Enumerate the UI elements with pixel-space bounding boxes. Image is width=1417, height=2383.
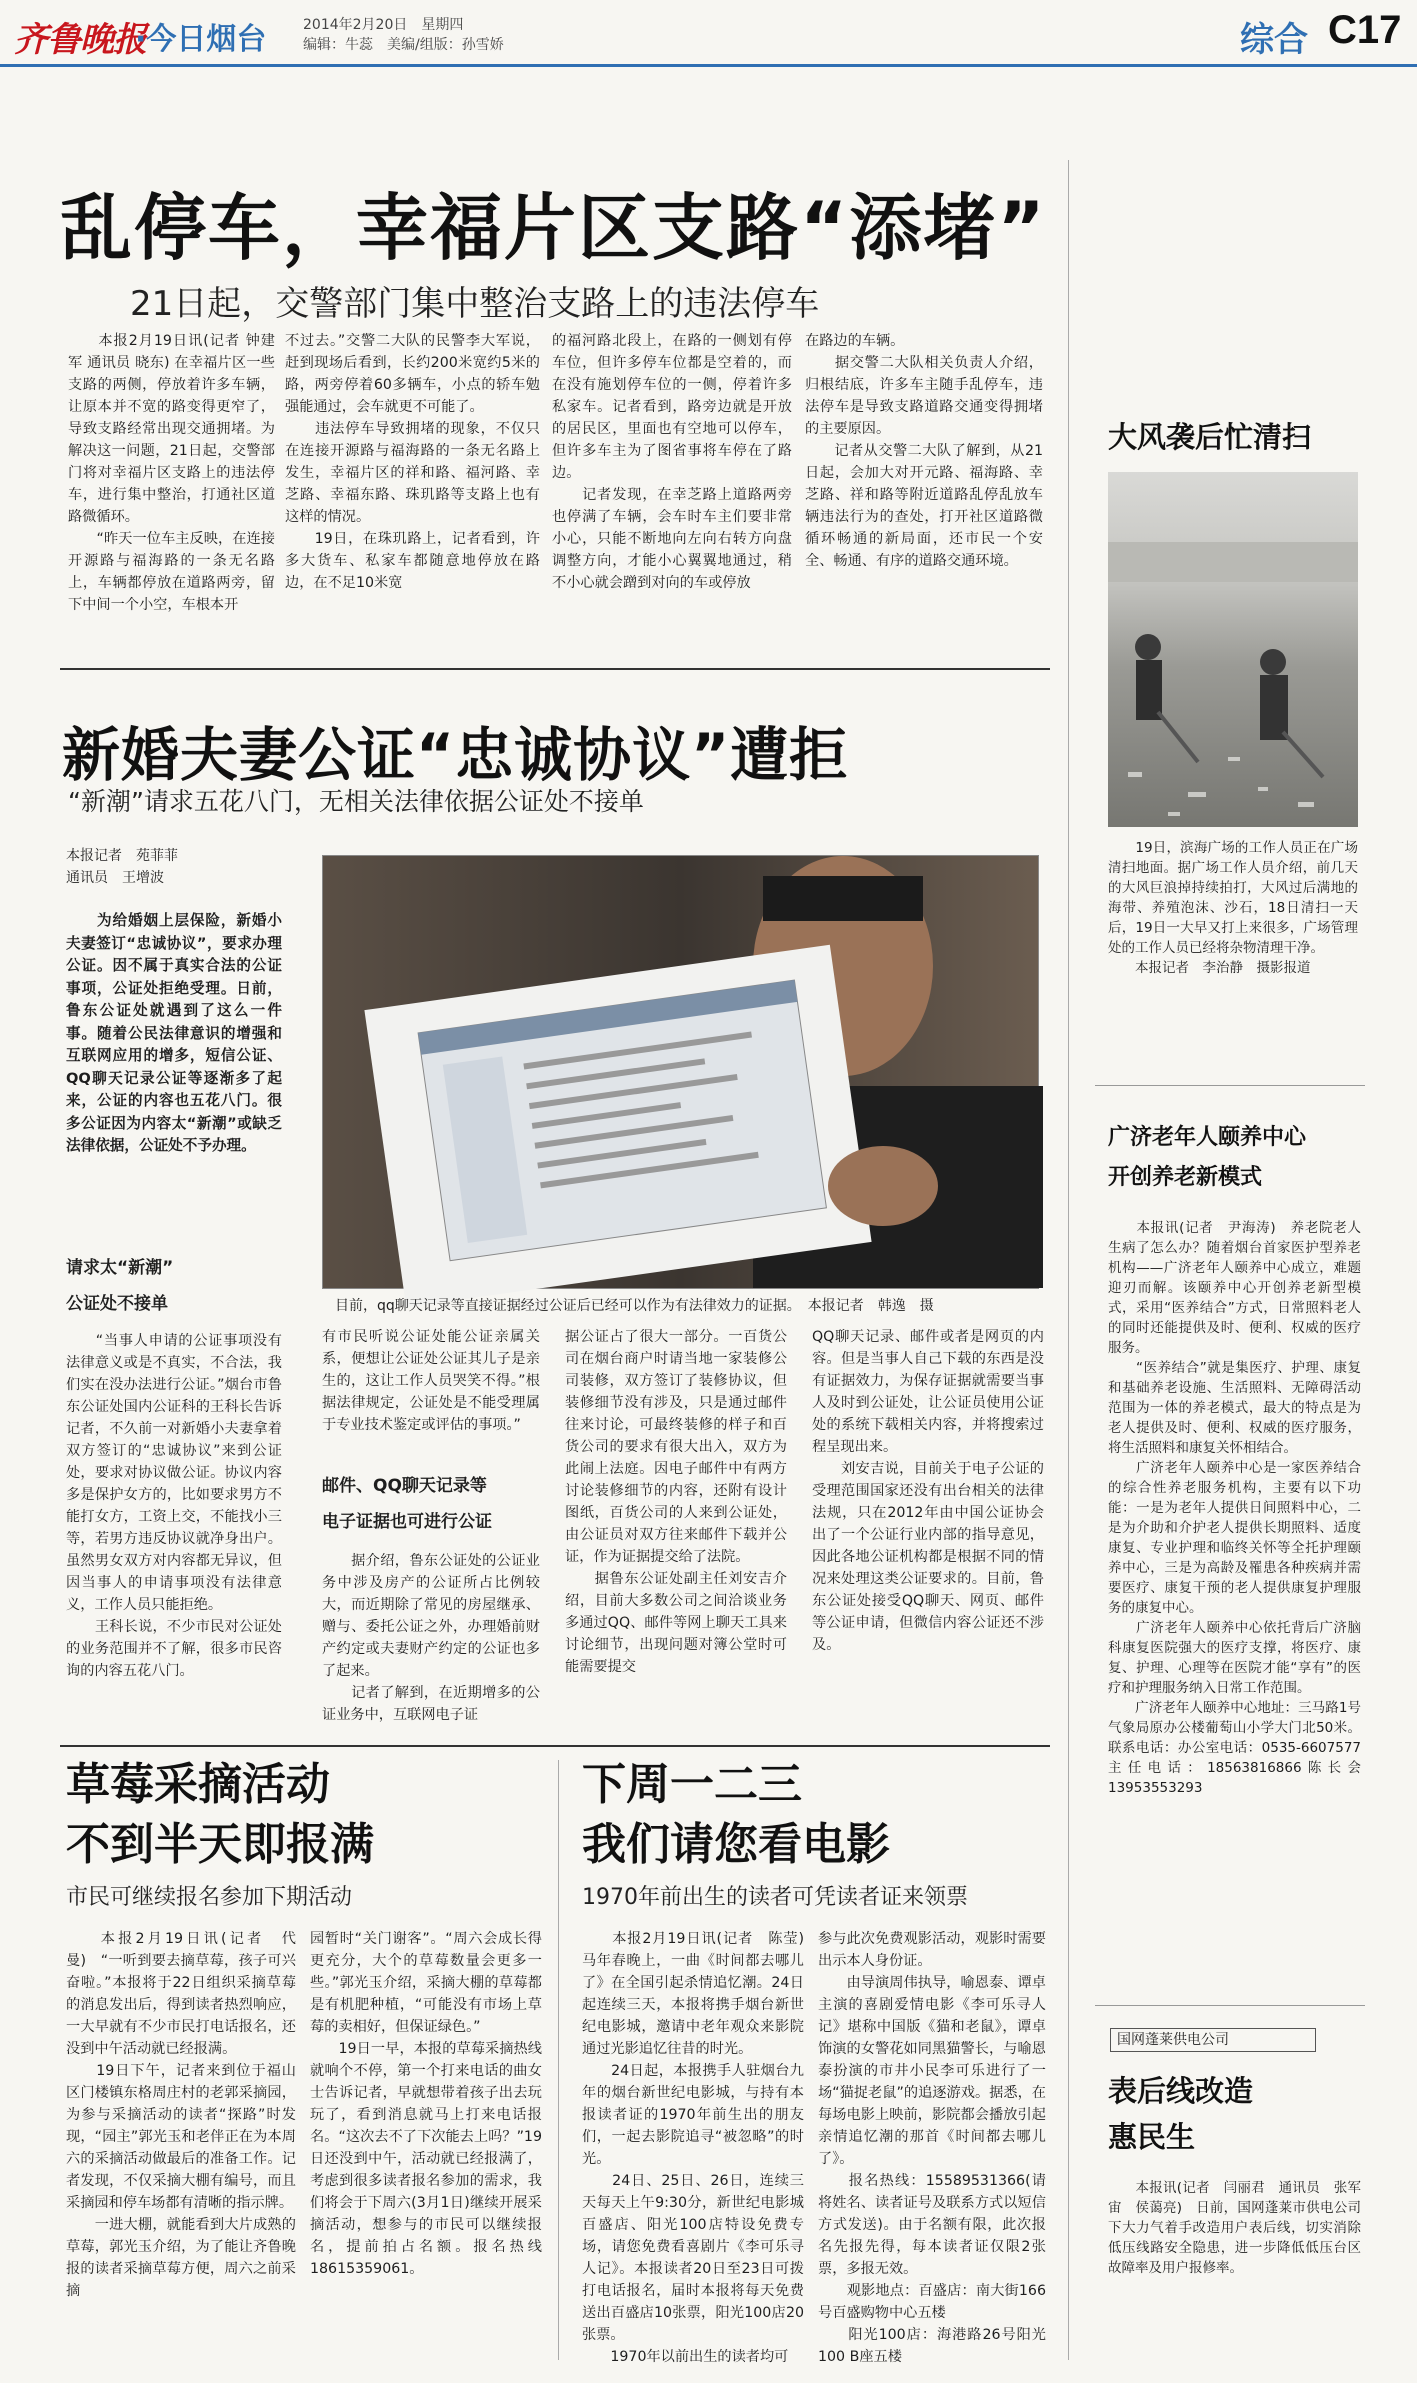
article4-subhead: 市民可继续报名参加下期活动 — [66, 1885, 353, 1910]
beach-cleaning-photo — [1108, 472, 1358, 827]
article1-col1: 本报2月19日讯(记者 钟建军 通讯员 晓东) 在幸福片区一些支路的两侧，停放着许多车辆，让原本并不宽的路变得更窄了，导致支路经常出现交通拥堵。为解决这一问题，21日起，交警部门将对幸福片区支路上的违法停车，进行集中整治，打通社区道路微循环。 “昨天一位车主反映，在连接开源路与福海路的一条无名路上，车辆都停放在道路两旁，留下中间一个小空，车根本开 — [68, 333, 275, 613]
article2-col2-top: 有市民听说公证处能公证亲属关系，便想让公证处公证其儿子是亲生的，这让工作人员哭笑不得。”根据法律规定，公证处是不能受理属于专业技术鉴定或评估的事项。” — [322, 1329, 540, 1433]
article2-col4: QQ聊天记录、邮件或者是网页的内容。但是当事人自己下载的东西是没有证据效力，为保存证据就需要当事人及时到公证处，让公证员使用公证处的系统下载相关内容，并将搜索过程呈现出来。 刘安吉说，目前关于电子公证的受理范围国家还没有出台相关的法律法规，只在2012年由中国公证协会出了一个公证行业内部的指导意见，因此各地公证机构都是根据不同的情况来处理这类公证要求的。目前，鲁东公证处接受QQ聊天、网页、邮件等公证申请，但微信内容公证还不涉及。 — [812, 1329, 1044, 1653]
article6-headline: 表后线改造 惠民生 — [1108, 2074, 1254, 2154]
article2-col1-text: “当事人申请的公证事项没有法律意义或是不真实，不合法，我们实在没办法进行公证。”烟台市鲁东公证处国内公证科的王科长告诉记者，不久前一对新婚小夫妻拿着双方签订的“忠诚协议”来到公证处，要求对协议做公证。协议内容多是保护女方的，比如要求男方不能打女方，工资上交，不能找小三等，若男方违反协议就净身出户。虽然男女双方对内容都无异议，但因当事人的申请事项没有法律意义，工作人员只能拒绝。 王科长说，不少市民对公证处的业务范围并不了解，很多市民咨询的内容五花八门。 — [66, 1333, 282, 1679]
article2-byline: 本报记者 苑菲菲 通讯员 王增波 — [66, 848, 178, 886]
article2-lead: 为给婚姻上层保险，新婚小夫妻签订“忠诚协议”，要求办理公证。因不属于真实合法的公证事项，公证处拒绝受理。日前，鲁东公证处就遇到了这么一件事。随着公民法律意识的增强和互联网应用的增多，短信公证、QQ聊天记录公证等逐渐多了起来，公证的内容也五花八门。很多公证因为内容太“新潮”或缺乏法律依据，公证处不予办理。 — [66, 912, 282, 1154]
masthead — [0, 0, 1417, 70]
article3-text: 本报讯(记者 尹海涛) 养老院老人生病了怎么办？随着烟台首家医护型养老机构——广济老年人颐养中心成立，难题迎刃而解。该颐养中心开创养老新型模式，采用“医养结合”方式，日常照料老人的同时还能提供及时、便利、权威的医疗服务。 “医养结合”就是集医疗、护理、康复和基础养老设施、生活照料、无障碍活动范围为一体的养老模式，最大的特点是为老人提供及时、便利、权威的医疗服务，将生活照料和康复关怀相结合。 广济老年人颐养中心是一家医养结合的综合性养老服务机构，主要有以下功能：一是为老年人提供日间照料中心，二是为介助和介护老人提供长期照料、适度康复、专业护理和临终关怀等全托护理颐养中心，三是为高龄及罹患各种疾病并需要医疗、康复干预的老人提供康复护理服务的康复中心。 广济老年人颐养中心依托背后广济脑科康复医院强大的医疗支撑，将医疗、康复、护理、心理等在医院才能“享有”的医疗和护理服务纳入日常工作范围。 广济老年人颐养中心地址：三马路1号气象局原办公楼葡萄山小学大门北50米。联系电话：办公室电话：0535-6607577主任电话：18563816866陈长会13953553293 — [1108, 1220, 1361, 1796]
issue-date: 2014年2月20日 星期四 — [303, 17, 464, 33]
article4-col2: 园暂时“关门谢客”。“周六会成长得更充分，大个的草莓数量会更多一些。”郭光玉介绍，采摘大棚的草莓都是有机肥种植，“可能没有市场上草莓的卖相好，但保证绿色。” 19日一早，本报的草莓采摘热线就响个不停，第一个打来电话的曲女士告诉记者，早就想带着孩子出去玩玩了，看到消息就马上打来电话报名。“这次去不了下次能去上吗？”19日还没到中午，活动就已经报满了，考虑到很多读者报名参加的需求，我们将会于下周六(3月1日)继续开展采摘活动，想参与的市民可以继续报名，提前拍占名额。报名热线18615359061。 — [310, 1931, 542, 2277]
masthead-rule — [0, 64, 1417, 67]
article1-col2: 不过去。”交警二大队的民警李大军说，赶到现场后看到，长约200米宽约5米的路，两旁停着60多辆车，小点的轿车勉强能通过，会车就更不可能了。 违法停车导致拥堵的现象，不仅只在连接开源路与福海路的一条无名路上发生，幸福片区的祥和路、福河路、幸芝路、幸福东路、珠玑路等支路上也有这样的情况。 19日，在珠玑路上，记者看到，许多大货车、私家车都随意地停放在路边，在不足10米宽 — [285, 333, 540, 591]
beach-cleaning-illustration — [1108, 472, 1358, 827]
article5-headline: 下周一二三 我们请您看电影 — [582, 1759, 890, 1870]
divider — [558, 1760, 559, 2360]
divider — [60, 1745, 1050, 1747]
article3-headline: 广济老年人颐养中心 开创养老新模式 — [1108, 1125, 1307, 1190]
divider — [60, 668, 1050, 670]
article1-col3: 的福河路北段上，在路的一侧划有停车位，但许多停车位都是空着的，而在没有施划停车位的一侧，停着许多私家车。记者看到，路旁边就是开放的居民区，里面也有空地可以停车，但许多车主为了图省事将车停在了路边。 记者发现，在幸芝路上道路两旁也停满了车辆，会车时车主们要非常小心，只能不断地向左向右转方向盘调整方向，才能小心翼翼地通过，稍不小心就会蹭到对向的车或停放 — [552, 333, 792, 591]
article5-subhead: 1970年前出生的读者可凭读者证来领票 — [582, 1885, 968, 1910]
article4-headline: 草莓采摘活动 不到半天即报满 — [66, 1759, 374, 1870]
article2-subtitle2: 邮件、QQ聊天记录等 电子证据也可进行公证 — [322, 1476, 492, 1532]
article1-col4: 在路边的车辆。 据交警二大队相关负责人介绍，归根结底，许多车主随手乱停车，违法停车是导致支路道路交通变得拥堵的主要原因。 记者从交警二大队了解到，从21日起，会加大对开元路、福海路、幸芝路、祥和路等附近道路乱停乱放车辆违法行为的查处，打开社区道路微循环畅通的新局面，还市民一个安全、畅通、有序的道路交通环境。 — [805, 333, 1043, 569]
article2-col3: 据公证占了很大一部分。一百货公司在烟台商户时请当地一家装修公司装修，双方签订了装修协议，但装修细节没有涉及，只是通过邮件往来讨论，可最终装修的样子和百货公司的要求有很大出入，双方为此闹上法庭。因电子邮件中有两方讨论装修细节的内容，还附有设计图纸，百货公司的人来到公证处，由公证员对双方往来邮件下载并公证，作为证据提交给了法院。 据鲁东公证处副主任刘安吉介绍，目前大多数公司之间洽谈业务多通过QQ、邮件等网上聊天工具来讨论细节，出现问题对簿公堂时可能需要提交 — [565, 1329, 787, 1675]
article2-headline: 新婚夫妻公证“忠诚协议”遭拒 — [62, 721, 849, 789]
divider — [1095, 2005, 1365, 2006]
article4-col1: 本报2月19日讯(记者 代曼) “一听到要去摘草莓，孩子可兴奋啦。”本报将于22日组织采摘草莓的消息发出后，得到读者热烈响应，一大早就有不少市民打电话报名，还没到中午活动就已经报满。 19日下午，记者来到位于福山区门楼镇东格周庄村的老郭采摘园，为参与采摘活动的读者“探路”时发现，“园主”郭光玉和老伴正在为本周六的采摘活动做最后的准备工作。记者发现，不仅采摘大棚有编号，而且采摘园和停车场都有清晰的指示牌。 一进大棚，就能看到大片成熟的草莓，郭光玉介绍，为了能让齐鲁晚报的读者采摘草莓方便，周六之前采摘 — [66, 1931, 296, 2299]
editors: 编辑：牛蕊 美编/组版：孙雪娇 — [303, 37, 504, 53]
article5-col1: 本报2月19日讯(记者 陈莹) 马年春晚上，一曲《时间都去哪儿了》在全国引起杀情追忆潮。24日起连续三天，本报将携手烟台新世纪电影城，邀请中老年观众来影院通过光影追忆往昔的时光。 24日起，本报携手人驻烟台九年的烟台新世纪电影城，与持有本报读者证的1970年前生出的朋友们，一起去影院追寻“被忽略”的时光。 24日、25日、26日，连续三天每天上午9:30分，新世纪电影城百盛店、阳光100店特设免费专场，请您免费看喜剧片《李可乐寻人记》。本报读者20日至23日可拨打电话报名，届时本报将每天免费送出百盛店10张票，阳光100店20张票。 1970年以前出生的读者均可 — [582, 1931, 804, 2365]
qq-chat-evidence-photo — [322, 855, 1039, 1289]
paper-logo: 齐鲁晚报 — [14, 20, 146, 60]
article1-subhead: 21日起，交警部门集中整治支路上的违法停车 — [130, 284, 820, 324]
category-label: 综合 — [1240, 20, 1308, 60]
section-name: ·今日烟台 — [135, 22, 267, 57]
qq-photo-caption: 目前，qq聊天记录等直接证据经过公证后已经可以作为有法律效力的证据。 本报记者 韩逸 摄 — [335, 1298, 934, 1314]
page-number: C17 — [1328, 8, 1402, 52]
article2-subtitle1: 请求太“新潮” 公证处不接单 — [66, 1258, 174, 1314]
photo-news-caption: 19日，滨海广场的工作人员正在广场清扫地面。据广场工作人员介绍，前几天的大风巨浪掉持续拍打，大风过后满地的海带、养殖泡沫、沙石，18日清扫一天后，19日一大早又打上来很多，广场管理处的工作人员已经将杂物清理干净。 本报记者 李治静 摄影报道 — [1108, 840, 1358, 976]
article6-text: 本报讯(记者 闫丽君 通讯员 张军宙 侯蔼亮) 日前，国网蓬莱市供电公司下大力气着手改造用户表后线，切实消除低压线路安全隐患，进一步降低低压台区故障率及用户报修率。 — [1108, 2180, 1361, 2276]
article1-headline: 乱停车，幸福片区支路“添堵” — [60, 186, 1047, 270]
article6-tag: 国网蓬莱供电公司 — [1110, 2028, 1316, 2052]
divider — [1095, 1085, 1365, 1086]
article5-col2: 参与此次免费观影活动，观影时需要出示本人身份证。 由导演周伟执导，喻恩泰、谭卓主演的喜剧爱情电影《李可乐寻人记》堪称中国版《猫和老鼠》，谭卓饰演的女警花如同黑猫警长，与喻恩泰扮演的市井小民李可乐进行了一场“猫捉老鼠”的追逐游戏。据悉，在每场电影上映前，影院都会播放引起亲情追忆潮的那首《时间都去哪儿了》。 报名热线：15589531366(请将姓名、读者证号及联系方式以短信方式发送)。由于名额有限，此次报名先报先得，每本读者证仅限2张票，多报无效。 观影地点：百盛店：南大街166号百盛购物中心五楼 阳光100店：海港路26号阳光100 B座五楼 — [818, 1931, 1046, 2365]
article2-subhead: “新潮”请求五花八门，无相关法律依据公证处不接单 — [68, 787, 644, 816]
man-holding-printout-illustration — [323, 856, 1038, 1288]
article2-col2-bottom: 据介绍，鲁东公证处的公证业务中涉及房产的公证所占比例较大，而近期除了常见的房屋继承、赠与、委托公证之外，办理婚前财产约定或夫妻财产约定的公证也多了起来。 记者了解到，在近期增多的公证业务中，互联网电子证 — [322, 1553, 540, 1723]
divider — [1068, 160, 1069, 2360]
photo-news-headline: 大风袭后忙清扫 — [1108, 420, 1312, 454]
